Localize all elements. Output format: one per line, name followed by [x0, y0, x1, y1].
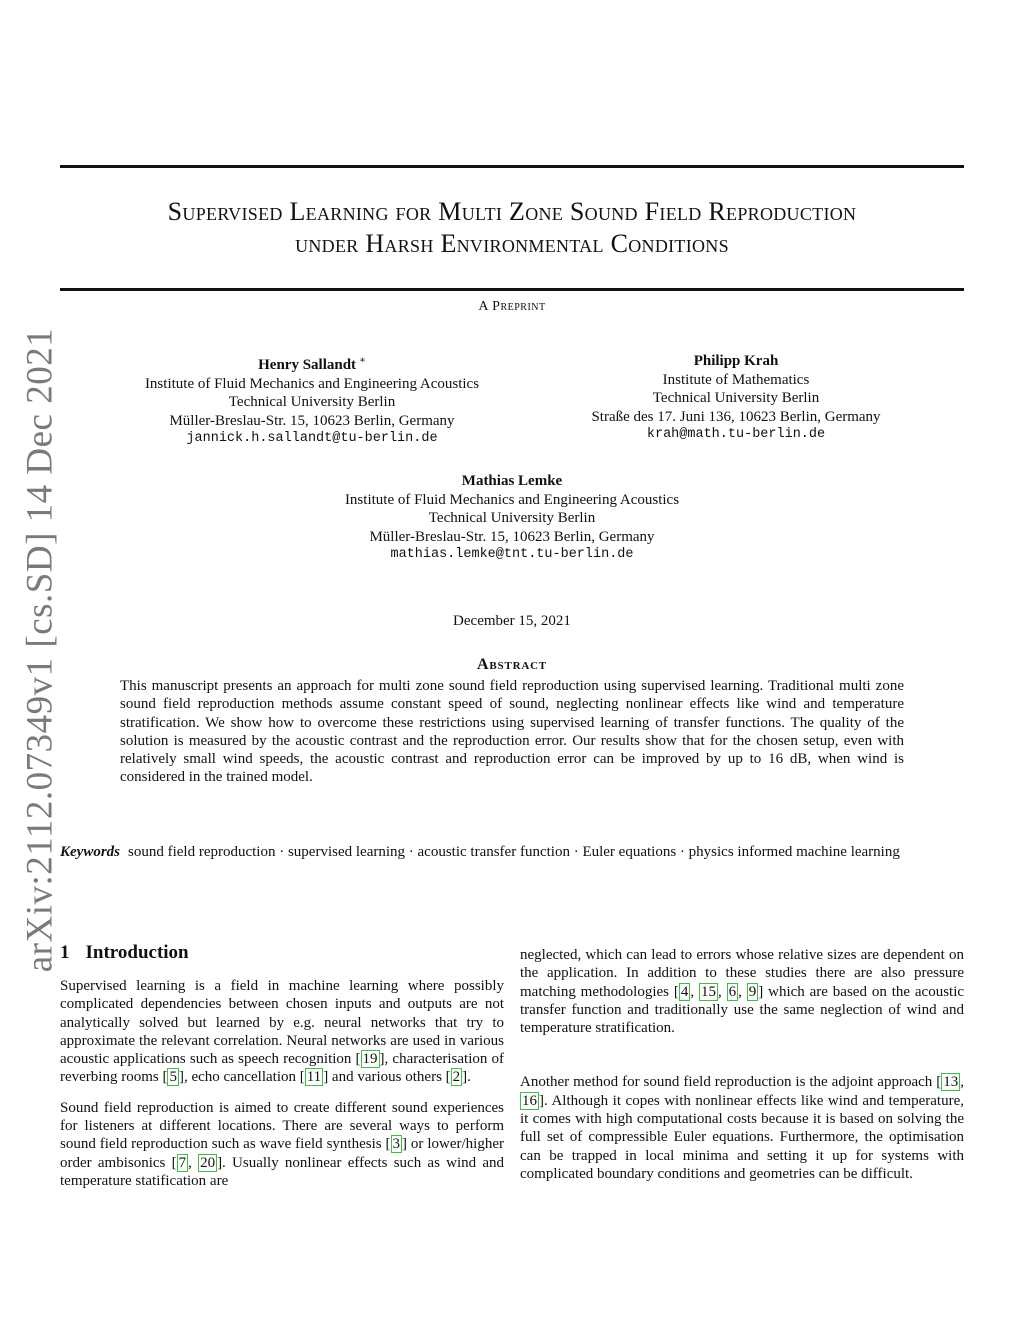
- author-name: Henry Sallandt ∗: [258, 355, 366, 373]
- paper-title-line-1: Supervised Learning for Multi Zone Sound Field Reproduction: [167, 197, 857, 226]
- section-heading: [60, 942, 189, 964]
- author-name: Mathias Lemke: [461, 473, 563, 489]
- author-email[interactable]: mathias.lemke@tnt.tu-berlin.de: [390, 547, 634, 562]
- abstract-heading: Abstract: [477, 656, 547, 673]
- citation-link[interactable]: 15: [701, 983, 716, 1000]
- author-name: Philipp Krah: [693, 353, 779, 369]
- author-affiliation: Institute of Mathematics: [662, 371, 810, 388]
- author-university: Technical University Berlin: [228, 394, 396, 410]
- citation-link[interactable]: 20: [200, 1154, 216, 1171]
- citation-link[interactable]: 7: [178, 1154, 187, 1171]
- citation-link[interactable]: 2: [452, 1069, 461, 1086]
- paragraph: neglected, which can lead to errors whose relative sizes are dependent on the application. In addition to these studies there are also pressure matching methodologies [ 4 , 15 , 6 , 9 ] which are based on the acoustic transfer function and traditionally use the same neglection of wind and temperature stratification.: [520, 947, 965, 1037]
- author-email[interactable]: krah@math.tu-berlin.de: [646, 427, 826, 442]
- author-block-3: [292, 472, 732, 565]
- citation-link[interactable]: 13: [943, 1074, 959, 1091]
- author-block-1: [112, 352, 512, 449]
- arxiv-stamp: arXiv:2112.07349v1 [cs.SD] 14 Dec 2021: [19, 327, 61, 973]
- citation-link[interactable]: 3: [392, 1136, 401, 1153]
- right-column: [520, 946, 964, 1193]
- citation-link[interactable]: 5: [169, 1069, 177, 1086]
- citation-link[interactable]: 9: [748, 983, 757, 1000]
- author-block-2: [556, 352, 916, 445]
- footnote-marker: ∗: [359, 355, 366, 366]
- bottom-rule: [60, 288, 964, 291]
- preprint-label: A Preprint: [478, 299, 546, 314]
- paragraph: Supervised learning is a field in machine learning where possibly complicated dependencies between chosen inputs and outputs are not analytically solved but learned by e.g. neural networks that try to approximate the relevant correlation. Neural networks are used in various acoustic applications such as speech recognition [ 19 ], characterisation of reverbing rooms [ 5 ], echo cancellation [ 11 ] and various others [ 2 ].: [60, 978, 504, 1086]
- author-university: Technical University Berlin: [428, 510, 596, 526]
- citation-link[interactable]: 6: [728, 983, 737, 1000]
- author-university: Technical University Berlin: [652, 390, 820, 406]
- keywords-text: sound field reproduction · supervised learning · acoustic transfer function · Euler equations · physics informed machine learning: [128, 844, 900, 860]
- citation-link[interactable]: 19: [362, 1051, 378, 1068]
- citation-link[interactable]: 16: [522, 1092, 537, 1109]
- publication-date: December 15, 2021: [453, 613, 571, 629]
- author-address: Müller-Breslau-Str. 15, 10623 Berlin, Germany: [369, 528, 655, 545]
- paper-title-line-2: under Harsh Environmental Conditions: [295, 229, 729, 258]
- keywords-label: Keywords: [60, 844, 120, 860]
- paragraph: Another method for sound field reproduction is the adjoint approach [ 13 , 16 ]. Although it copes with nonlinear effects like wind and temperature, it comes with high computational costs because it is based on solving the full set of compressible Euler equations. Furthermore, the optimisation can be trapped in local minima and setting it up for systems with complicated boundary conditions and geometries can be difficult.: [520, 1074, 964, 1182]
- citation-link[interactable]: 11: [306, 1069, 322, 1086]
- author-affiliation: Institute of Fluid Mechanics and Engineering Acoustics: [344, 491, 680, 508]
- citation-link[interactable]: 4: [680, 983, 689, 1000]
- section-title: Introduction: [85, 942, 189, 963]
- keywords: [60, 843, 964, 861]
- author-address: Straße des 17. Juni 136, 10623 Berlin, Germany: [591, 408, 881, 425]
- paper-title: [60, 196, 964, 260]
- paragraph: Sound field reproduction is aimed to create different sound experiences for listeners at different locations. There are several ways to perform sound field reproduction such as wave field synthesis [ 3 ] or lower/higher order ambisonics [ 7 , 20 ]. Usually nonlinear effects such as wind and temperature statification are: [60, 1099, 505, 1189]
- author-address: Müller-Breslau-Str. 15, 10623 Berlin, Germany: [169, 412, 455, 429]
- left-column: [60, 977, 504, 1200]
- section-number: 1: [60, 942, 70, 963]
- author-email[interactable]: jannick.h.sallandt@tu-berlin.de: [186, 431, 438, 446]
- abstract-text: This manuscript presents an approach for multi zone sound field reproduction using supervised learning. Traditional multi zone sound field reproduction methods assume constant speed of sound, neglecting nonlinear effects like wind and temperature stratification. We show how to overcome these restrictions using supervised learning of transfer functions. The quality of the solution is measured by the acoustic contrast and the reproduction error. Our results show that for the chosen setup, even with relatively small wind speeds, the acoustic contrast and reproduction error can be improved by up to 16 dB, when wind is considered in the trained model.: [120, 678, 904, 786]
- author-affiliation: Institute of Fluid Mechanics and Engineering Acoustics: [144, 375, 480, 392]
- top-rule: [60, 165, 964, 168]
